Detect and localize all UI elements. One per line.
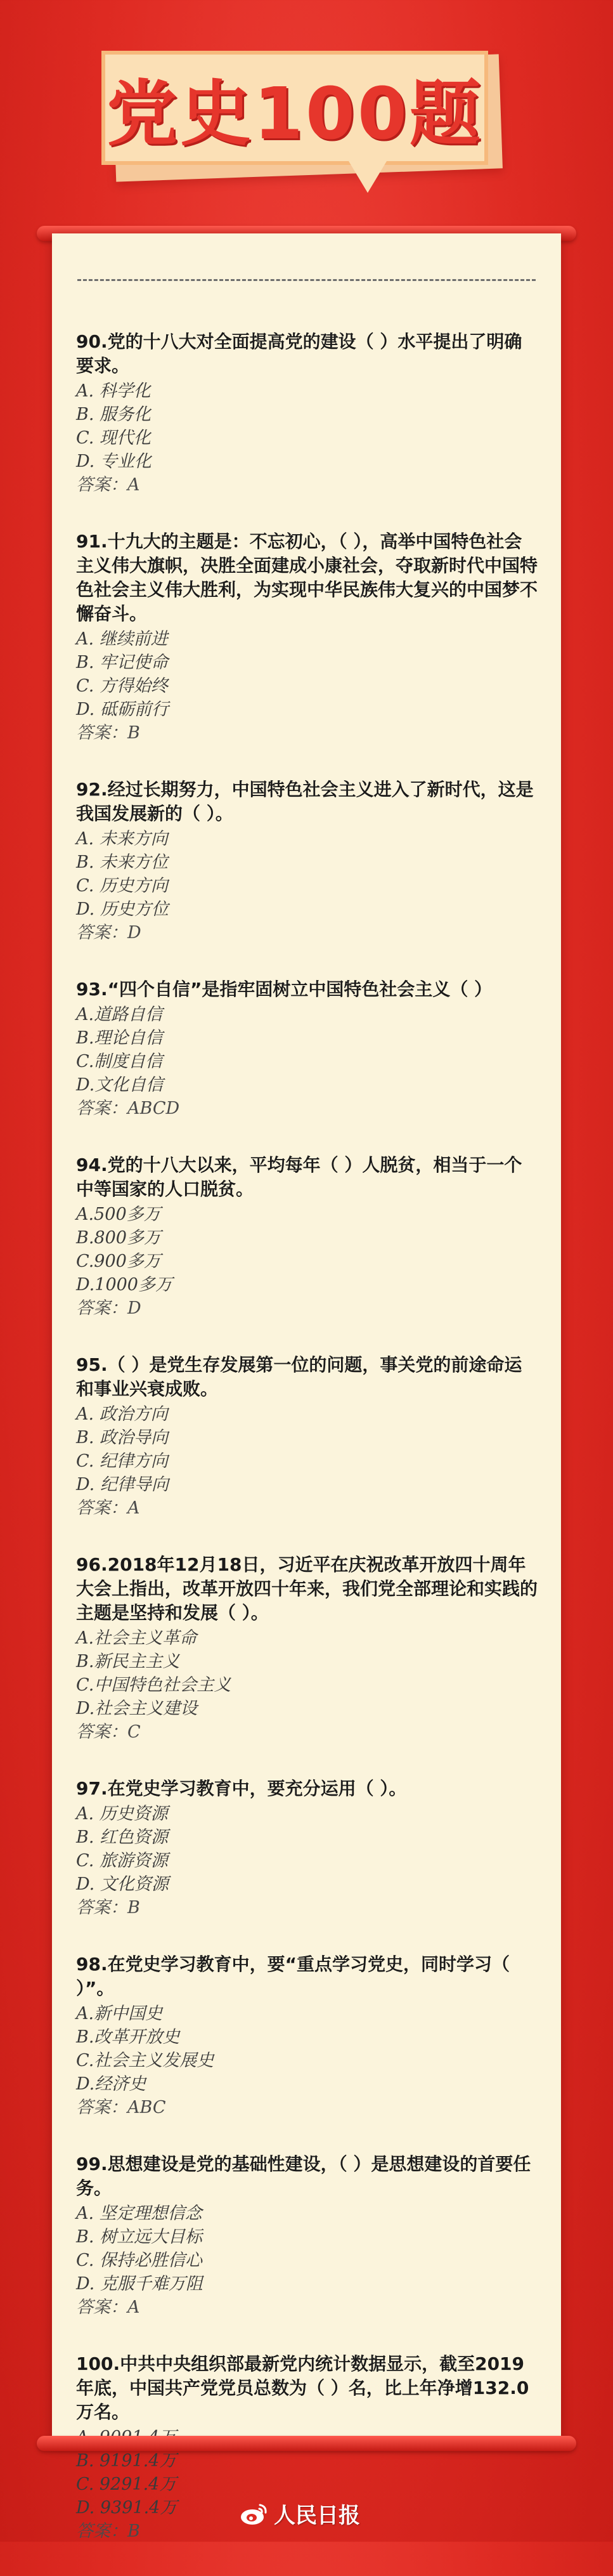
answer-option: A.社会主义革命 xyxy=(76,1628,197,1648)
question-stem: 95.（ ）是党生存发展第一位的问题，事关党的前途命运和事业兴衰成败。 xyxy=(76,1354,522,1399)
answer-option: A. 历史资源 xyxy=(76,1804,168,1824)
answer-key: 答案：B xyxy=(76,723,140,743)
question-block xyxy=(76,1777,538,1919)
answer-option: B.理论自信 xyxy=(76,1028,163,1048)
answer-option: A. 继续前进 xyxy=(76,629,168,649)
question-list xyxy=(76,330,538,2576)
answer-option: C. 保持必胜信心 xyxy=(76,2251,202,2270)
answer-option: C.中国特色社会主义 xyxy=(76,1675,231,1695)
watermark-text: 人民日报 xyxy=(274,2503,360,2528)
answer-key: 答案：A xyxy=(76,1498,140,1518)
answer-option: B. 政治导向 xyxy=(76,1428,169,1448)
answer-option: B. 树立远大目标 xyxy=(76,2227,203,2247)
question-stem: 92.经过长期努力，中国特色社会主义进入了新时代，这是我国发展新的（ ）。 xyxy=(76,779,534,824)
answer-option: B.新民主主义 xyxy=(76,1652,180,1671)
answer-option: B.800多万 xyxy=(76,1228,161,1248)
question-block xyxy=(76,778,538,945)
answer-option: C. 方得始终 xyxy=(76,676,168,696)
answer-option: A.道路自信 xyxy=(76,1005,163,1024)
question-stem: 98.在党史学习教育中，要“重点学习党史，同时学习（ ）”。 xyxy=(76,1954,510,1999)
answer-option: D. 纪律导向 xyxy=(76,1475,169,1494)
question-block xyxy=(76,1153,538,1320)
answer-option: A.新中国史 xyxy=(76,2004,163,2024)
answer-option: D. 9391.4万 xyxy=(76,2498,177,2518)
question-stem: 96.2018年12月18日，习近平在庆祝改革开放四十周年大会上指出，改革开放四十年来，我们党全部理论和实践的主题是坚持和发展（ ）。 xyxy=(76,1554,538,1623)
dashed-divider xyxy=(77,279,536,281)
question-stem: 97.在党史学习教育中，要充分运用（ ）。 xyxy=(76,1778,407,1799)
answer-option: C. 纪律方向 xyxy=(76,1451,168,1471)
answer-option: B. 牢记使命 xyxy=(76,653,169,672)
answer-option: A. 坚定理想信念 xyxy=(76,2204,202,2223)
answer-key: 答案：A xyxy=(76,2298,140,2317)
answer-option: C.900多万 xyxy=(76,1252,161,1271)
answer-key: 答案：ABC xyxy=(76,2098,166,2117)
answer-option: A. 科学化 xyxy=(76,381,151,401)
answer-option: D.文化自信 xyxy=(76,1075,164,1095)
answer-option: D.社会主义建设 xyxy=(76,1699,198,1718)
answer-option: A. 政治方向 xyxy=(76,1404,168,1424)
answer-option: B. 未来方位 xyxy=(76,853,169,872)
question-block xyxy=(76,2152,538,2319)
banner-pointer xyxy=(349,161,387,193)
question-block xyxy=(76,1952,538,2119)
answer-option: D.经济史 xyxy=(76,2074,146,2094)
answer-option: D.1000多万 xyxy=(76,1275,172,1295)
weibo-icon xyxy=(240,2501,269,2527)
answer-key: 答案：ABCD xyxy=(76,1099,180,1118)
answer-option: D. 砥砺前行 xyxy=(76,700,169,719)
answer-key: 答案：C xyxy=(76,1722,141,1742)
banner-card xyxy=(101,51,488,165)
question-block xyxy=(76,530,538,745)
answer-option: C. 现代化 xyxy=(76,428,151,448)
answer-key: 答案：D xyxy=(76,923,141,943)
answer-key: 答案：D xyxy=(76,1298,141,1318)
answer-option: C. 9291.4万 xyxy=(76,2475,177,2494)
answer-option: D. 专业化 xyxy=(76,452,152,471)
answer-option: D. 历史方位 xyxy=(76,899,169,919)
answer-option: C. 历史方向 xyxy=(76,876,168,896)
answer-key: 答案：B xyxy=(76,1898,140,1918)
question-stem: 99.思想建设是党的基础性建设，（ ）是思想建设的首要任务。 xyxy=(76,2154,531,2199)
answer-option: C. 旅游资源 xyxy=(76,1851,168,1871)
answer-option: B. 9191.4万 xyxy=(76,2451,177,2471)
page-title: 党史100题 xyxy=(106,72,483,155)
question-block xyxy=(76,1553,538,1744)
title-banner xyxy=(101,51,513,197)
question-block xyxy=(76,330,538,497)
question-stem: 93.“四个自信”是指牢固树立中国特色社会主义（ ） xyxy=(76,979,493,1000)
answer-option: A. 未来方向 xyxy=(76,829,168,849)
question-block xyxy=(76,977,538,1120)
answer-option: B. 红色资源 xyxy=(76,1827,169,1847)
scroll-bottom-rod xyxy=(37,2436,576,2451)
question-stem: 91.十九大的主题是：不忘初心，（ ），高举中国特色社会主义伟大旗帜，决胜全面建成小康社会，夺取新时代中国特色社会主义伟大胜利，为实现中华民族伟大复兴的中国梦不懈奋斗。 xyxy=(76,531,538,624)
answer-option: B.改革开放史 xyxy=(76,2027,180,2047)
answer-key: 答案：A xyxy=(76,475,140,495)
answer-option: A.500多万 xyxy=(76,1205,161,1224)
answer-option: C.制度自信 xyxy=(76,1052,163,1071)
answer-option: B. 服务化 xyxy=(76,405,152,424)
question-block xyxy=(76,1353,538,1520)
question-stem: 94.党的十八大以来，平均每年（ ）人脱贫，相当于一个中等国家的人口脱贫。 xyxy=(76,1154,522,1200)
answer-option: D. 文化资源 xyxy=(76,1874,169,1894)
answer-key: 答案：B xyxy=(76,2521,140,2541)
question-stem: 90.党的十八大对全面提高党的建设（ ）水平提出了明确要求。 xyxy=(76,331,522,376)
answer-option: C.社会主义发展史 xyxy=(76,2051,214,2070)
answer-option: D. 克服千难万阻 xyxy=(76,2274,203,2294)
question-stem: 100.中共中央组织部最新党内统计数据显示，截至2019年底，中国共产党党员总数为（ ）名，比上年净增132.0万名。 xyxy=(76,2353,529,2422)
source-watermark xyxy=(240,2498,360,2529)
